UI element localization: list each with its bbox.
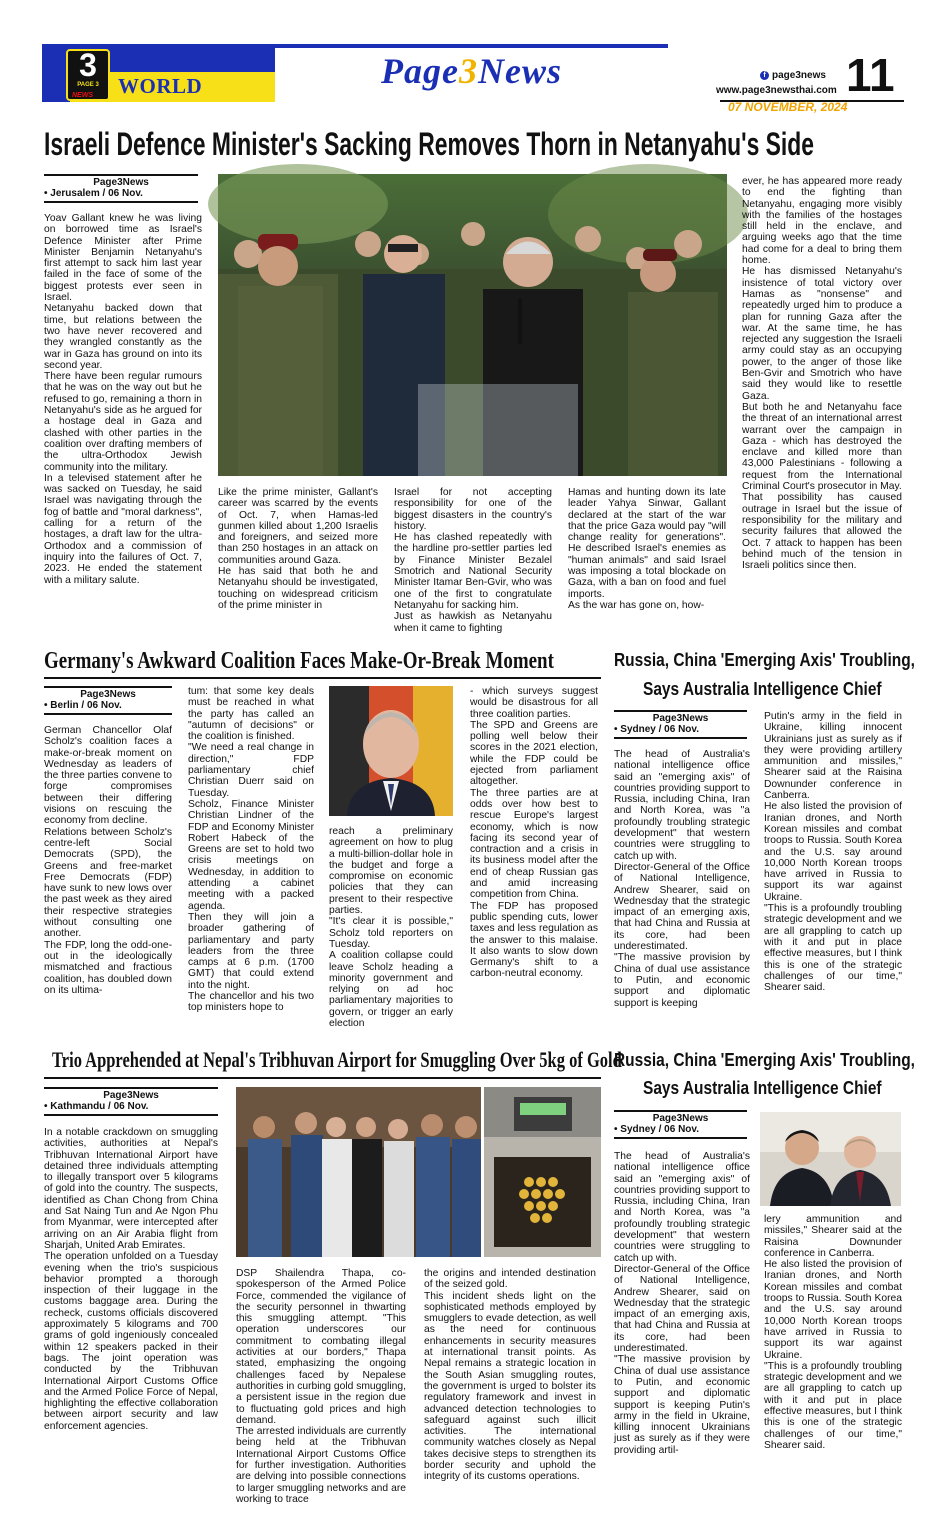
byline-source: Page3News (614, 710, 747, 724)
logo-sub: PAGE 3 (77, 82, 99, 88)
scholz-photo (329, 686, 453, 816)
story3-column-1: The head of Australia's national intelligence office said an "emerging axis" of countries providing support to Russia, including China, Iran and North Korea, was "a profoundly troubling strategic development" that western countries were struggling to catch up with. Director-General of the Office of National Intelligence, Andrew Shearer, said on Wednesday that the strategic impact of an emerging axis, that had China and Russia at its core, had been underestimated. "The massive provision by China of dual use assistance to Putin, and economic support and diplomatic support is keeping (614, 749, 750, 1009)
story2-column-3: reach a preliminary agreement on how to plug a multi-billion-dollar hole in the budget and forge a compromise on economic policies that they can present to their respective parties. "It's clear it is possible," Scholz told reporters on Tuesday. A coalition collapse could leave Scholz heading a minority government and relying on ad hoc parliamentary majorities to govern, or trigger an early election (329, 826, 453, 1030)
story3-headline-line1: Russia, China 'Emerging Axis' Troubling, (614, 650, 915, 670)
story5-headline-line2: Says Australia Intelligence Chief (643, 1078, 882, 1098)
story5-byline (614, 1110, 747, 1139)
story1-column-2: Like the prime minister, Gallant's career was scarred by the events of Oct. 7, when Hamas-led gunmen killed about 1,200 Israelis and foreigners, and seized more than 250 hostages in an attack on communities around Gaza. He has said that both he and Netanyahu should be investigated, touching on widespread criticism of the prime minister in (218, 487, 378, 611)
story3-column-2: Putin's army in the field in Ukraine, killing innocent Ukrainians just as surely as if they were providing artillery ammunition and missiles," Shearer said at the Raisina Downunder conference in Canberra. He also listed the provision of Iranian drones, and North Korean missiles and combat troops to Russia. South Korea and the U.S. say around 10,000 North Korean troops have arrived in Russia to support its war against Ukraine. "This is a profoundly troubling strategic development and we are all grappling to catch up with it and put in place effective measures, but I think this is one of the strategic challenges of our time," Shearer said. (764, 711, 902, 994)
gallant-photo (218, 174, 727, 476)
story4-byline (44, 1087, 218, 1116)
suspects-photo (236, 1087, 481, 1257)
story4-rule (44, 1077, 601, 1079)
story1-column-5: ever, he has appeared more ready to end the fighting than Netanyahu, engaging more visibly with the families of the hostages still held in the enclave, and arguing weeks ago that the time had come for a deal to bring them home. He has dismissed Netanyahu's insistence of total victory over Hamas as "nonsense" and repeatedly urged him to produce a plan for running Gaza after the war. At the same time, he has rejected any suggestion the Israeli army could stay as an occupying power, to the anger of those like Ben-Gvir and Smotrich who have said they would like to resettle Gaza. But both he and Netanyahu face the threat of an international arrest warrant over the campaign in Gaza - which has destroyed the enclave and killed more than 43,000 Palestinians - following a request from the International Criminal Court's prosecutor in May. That possibility has caused outrage in Israel but the issue of responsibility for the military and security failures that allowed the Oct. 7 attack to happen has been behind much of the tension in Israeli politics since then. (742, 176, 902, 572)
story1-byline (44, 174, 198, 203)
byline-location: • Sydney / 06 Nov. (614, 724, 747, 739)
byline-source: Page3News (44, 1087, 218, 1101)
website-link: www.page3newsthai.com (716, 85, 837, 96)
story4-column-2: DSP Shailendra Thapa, co-spokesperson of the Armed Police Force, commended the vigilance of the security personnel in thwarting this smuggling attempt. "This operation underscores our commitment to combating illegal activities at our borders," Thapa stated, emphasizing the ongoing challenges faced by Nepalese authorities in curbing gold smuggling, a persistent issue in the region due to fluctuating gold prices and high demand. The arrested individuals are currently being held at the Tribhuvan International Airport Customs Office for further investigation. Authorities are delving into possible connections to larger smuggling networks and are working to trace (236, 1268, 406, 1505)
masthead-title: Page3News (381, 51, 562, 91)
byline-source: Page3News (44, 686, 172, 700)
story2-rule (44, 677, 601, 679)
story5-column-2: lery ammunition and missiles," Shearer said at the Raisina Downunder conference in Canberra. He also listed the provision of Iranian drones, and North Korean missiles and combat troops to Russia. South Korea and the U.S. say around 10,000 North Korean troops have arrived in Russia to support its war against Ukraine. "This is a profoundly troubling strategic development and we are all grappling to catch up with it and put in place effective measures, but I think this is one of the strategic challenges of our time," Shearer said. (764, 1214, 902, 1451)
logo-news: NEWS (72, 92, 93, 99)
story3-byline (614, 710, 747, 739)
seized-gold-photo (484, 1087, 601, 1257)
logo-number: 3 (79, 47, 97, 83)
story5-column-1: The head of Australia's national intelligence office said an "emerging axis" of countries providing support to Russia, including China, Iran and North Korea, was "a profoundly troubling strategic development" that western countries were struggling to catch up with. Director-General of the Office of National Intelligence, Andrew Shearer, said on Wednesday that the strategic impact of an emerging axis, that had China and Russia at its core, had been underestimated. "The massive provision by China of dual use assistance to Putin, and economic support and diplomatic support is keeping Putin's army in the field in Ukraine, killing innocent Ukrainians just as surely as if they were providing artil- (614, 1151, 750, 1456)
story2-column-1: German Chancellor Olaf Scholz's coalition faces a make-or-break moment on Wednesday as leaders of the three parties convene to forge compromises between their differing visions on rescuing the economy from decline. Relations between Scholz's centre-left Social Democrats (SPD), the Greens and free-market Free Democrats (FDP) have sunk to new lows over the past week as they aired their respective strategies without consulting one another. The FDP, long the odd-one-out in the ideologically mismatched and fractious coalition, has doubled down on its ultima- (44, 725, 172, 996)
facebook-icon: f (760, 71, 769, 80)
xi-putin-photo (760, 1112, 901, 1206)
byline-location: • Jerusalem / 06 Nov. (44, 188, 198, 203)
story2-column-4: - which surveys suggest would be disastrous for all three coalition parties. The SPD and Greens are polling well below their scores in the 2021 election, while the FDP could be ejected from parliament altogether. The three parties are at odds over how best to rescue Europe's largest economy, which is now facing its second year of contraction and a crisis in its business model after the end of cheap Russian gas and amid increasing competition from China. The FDP has proposed public spending cuts, lower taxes and less regulation as the answer to this malaise. It also wants to slow down Germany's shift to a carbon-neutral economy. (470, 686, 598, 980)
story4-column-3: the origins and intended destination of the seized gold. This incident sheds light on the sophisticated methods employed by smugglers to evade detection, as well as the need for continuous enhancements in security measures at international transit points. As Nepal remains a strategic location in the South Asian smuggling routes, the government is urged to bolster its regulatory framework and invest in advanced detection technologies to safeguard against such illicit activities. The international community watches closely as Nepal takes decisive steps to strengthen its border security and uphold the integrity of its customs operations. (424, 1268, 596, 1483)
story1-column-1: Yoav Gallant knew he was living on borrowed time as Israel's Defence Minister after Prime Minister Benjamin Netanyahu's first attempt to sack him last year failed in the face of some of the biggest protests ever seen in Israel. Netanyahu backed down that time, but relations between the two have never recovered and they wrangled constantly as the war in Gaza has ground on into its second year. There have been regular rumours that he was on the way out but he refused to go, remaining a thorn in Netanyahu's side as he argued for a hostage deal in Gaza and clashed with other parties in the coalition over drafting members of the ultra-Orthodox Jewish community into the military. In a televised statement after he was sacked on Tuesday, he said Israel was navigating through the fog of battle and "moral darkness", calling for a return of the hostages, a draft law for the ultra-Orthodox and a commission of inquiry into the failures of Oct. 7, 2023. He ended the statement with a military salute. (44, 213, 202, 586)
section-title: WORLD (118, 74, 203, 98)
story5-headline-line1: Russia, China 'Emerging Axis' Troubling, (614, 1050, 915, 1070)
story1-column-3: Israel for not accepting responsibility for one of the biggest disasters in the country's history. He has clashed repeatedly with the hardline pro-settler parties led by Finance Minister Bezalel Smotrich and National Security Minister Itamar Ben-Gvir, who was one of the first to congratulate Netanyahu for sacking him. Just as hawkish as Netanyahu when it came to fighting (394, 487, 552, 634)
story4-column-1: In a notable crackdown on smuggling activities, authorities at Nepal's Tribhuvan International Airport have detained three individuals attempting to illegally transport over 5 kilograms of gold into the country. The suspects, identified as Chan Chong from China and Sat Naing Tun and Ae Ngon Phu from Myanmar, were intercepted after arriving on an Air Arabia flight from Sharjah, United Arab Emirates. The operation unfolded on a Tuesday evening when the trio's suspicious behavior prompted a thorough inspection of their luggage in the customs baggage area. During the recheck, customs officials discovered approximately 5 kilograms and 700 grams of gold ingeniously concealed within 12 speakers packed in their bags. The joint operation was conducted by the Tribhuvan International Airport Customs Office and the Armed Police Force of Nepal, highlighting the effective collaboration between airport security and law enforcement agencies. (44, 1127, 218, 1432)
story4-headline: Trio Apprehended at Nepal's Tribhuvan Airport for Smuggling Over 5kg of Gold (52, 1047, 622, 1072)
byline-source: Page3News (44, 174, 198, 188)
story1-headline: Israeli Defence Minister's Sacking Removes Thorn in Netanyahu's Side (44, 126, 814, 162)
byline-location: • Kathmandu / 06 Nov. (44, 1101, 218, 1116)
story2-byline (44, 686, 172, 715)
byline-location: • Berlin / 06 Nov. (44, 700, 172, 715)
issue-date: 07 NOVEMBER, 2024 (728, 100, 848, 114)
story1-column-4: Hamas and hunting down its late leader Yahya Sinwar, Gallant declared at the start of the war that the price Gaza would pay "will change reality for generations". He described Israel's enemies as "human animals" and said Israel was imposing a total blockade on Gaza, with a ban on food and fuel imports. As the war has gone on, how- (568, 487, 726, 611)
page-number: 11 (846, 49, 895, 101)
byline-source: Page3News (614, 1110, 747, 1124)
story2-column-2: tum: that some key deals must be reached in what the party has called an "autumn of decisions" or the coalition is finished. "We need a real change in direction," FDP parliamentary chief Christian Duerr said on Tuesday. Scholz, Finance Minister Christian Lindner of the FDP and Economy Minister Robert Habeck of the Greens are set to hold two crisis meetings on Wednesday, in addition to attending a cabinet meeting with a packed agenda. Then they will join a broader gathering of parliamentary and party leaders from the three camps at 6 p.m. (1700 GMT) that could extend into the night. The chancellor and his two top ministers hope to (188, 686, 314, 1014)
story2-headline: Germany's Awkward Coalition Faces Make-Or-Break Moment (44, 648, 554, 674)
story3-headline-line2: Says Australia Intelligence Chief (643, 679, 882, 699)
byline-location: • Sydney / 06 Nov. (614, 1124, 747, 1139)
social-handle: f page3news (760, 70, 826, 81)
